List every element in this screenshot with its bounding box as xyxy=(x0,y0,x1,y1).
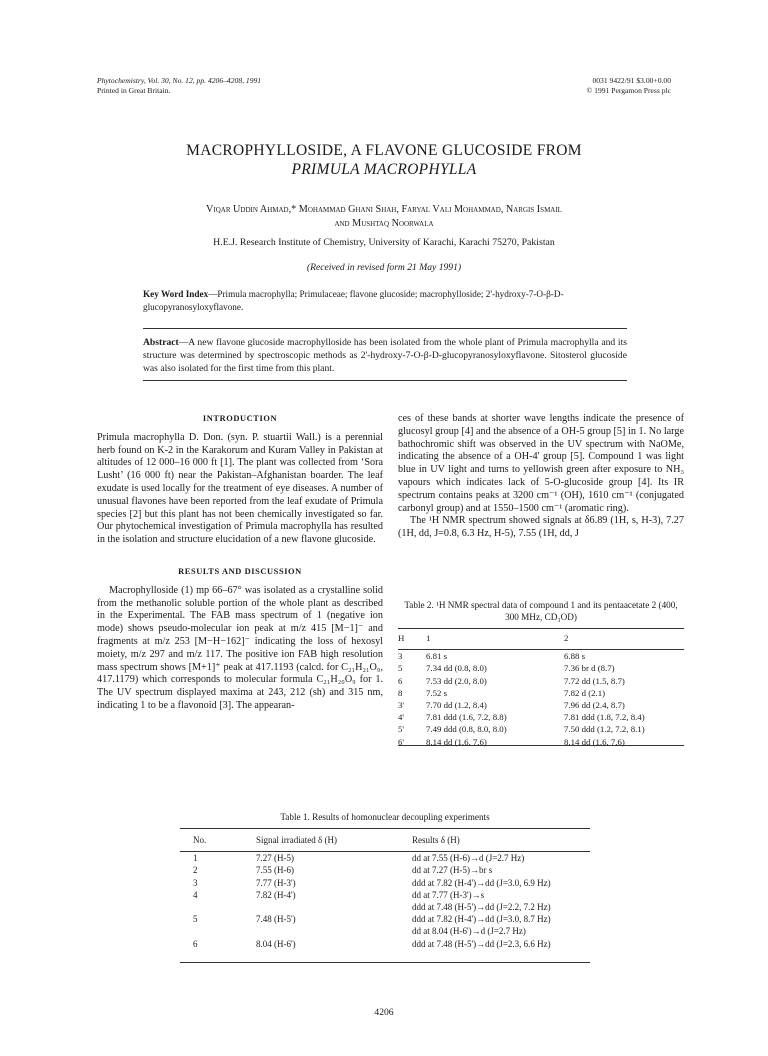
title-line-1: MACROPHYLLOSIDE, A FLAVONE GLUCOSIDE FROM xyxy=(186,142,582,159)
table-2-cell: 6.88 s xyxy=(564,651,586,662)
table-1-cell: dd at 8.04 (H-6')→d (J=2.7 Hz) xyxy=(412,926,526,937)
table-1-cell: 7.82 (H-4') xyxy=(256,889,296,900)
authors-line-2: and Mushtaq Noorwala xyxy=(334,218,434,229)
table-1-cell: 6 xyxy=(193,938,198,949)
table-1-header-rule xyxy=(180,851,590,852)
table-2-cell: 4' xyxy=(398,712,404,723)
table-2-row xyxy=(398,663,684,675)
table-2-cell: 6.81 s xyxy=(426,651,448,662)
table-1-cell: 7.27 (H-5) xyxy=(256,853,294,864)
received-date: (Received in revised form 21 May 1991) xyxy=(306,262,462,273)
table-2-header-cell: H xyxy=(398,633,405,643)
table-1-grid xyxy=(193,835,590,951)
table-2-header-cell: 2 xyxy=(564,633,569,643)
table-2-cell: 7.36 br d (8.7) xyxy=(564,663,615,674)
table-1-row xyxy=(193,865,590,877)
table-1-header-cell: No. xyxy=(193,835,207,845)
table-2-row xyxy=(398,712,684,724)
table-2-cell: 7.52 s xyxy=(426,687,448,698)
table-2-cell: 6' xyxy=(398,736,404,747)
table-2-cell: 6 xyxy=(398,675,403,686)
printed-in: Printed in Great Britain. xyxy=(97,86,171,95)
table-2-cell: 7.50 ddd (1.2, 7.2, 8.1) xyxy=(564,724,645,735)
table-2-cell: 5' xyxy=(398,724,404,735)
table-1-row xyxy=(193,847,590,865)
table-1-cell: ddd at 7.48 (H-5')→dd (J=2.2, 7.2 Hz) xyxy=(412,901,551,912)
table-2-row xyxy=(398,676,684,688)
table-1-cell: 2 xyxy=(193,865,198,876)
table-1-row xyxy=(193,926,590,938)
table-1-caption: Table 1. Results of homonuclear decoupling experiments xyxy=(280,812,490,822)
table-2-cell: 3' xyxy=(398,699,404,710)
right-column xyxy=(398,413,684,541)
table-1-cell: ddd at 7.48 (H-5')→dd (J=2.3, 6.6 Hz) xyxy=(412,938,551,949)
table-1-cell: 7.77 (H-3') xyxy=(256,877,296,888)
author-list xyxy=(0,203,768,231)
table-2-cell: 7.70 dd (1.2, 8.4) xyxy=(426,699,487,710)
table-2-grid xyxy=(398,633,684,749)
copyright-block xyxy=(586,76,671,96)
journal-citation: Phytochemistry, Vol. 30, No. 12, pp. 4206–4208, 1991 xyxy=(97,76,262,85)
table-2-row xyxy=(398,737,684,749)
table-2-cell: 7.81 ddd (1.8, 7.2, 8.4) xyxy=(564,712,645,723)
table-1-header-cell: Signal irradiated δ (H) xyxy=(256,835,337,845)
table-2-header-rule xyxy=(398,649,684,650)
table-2-cell: 7.72 dd (1.5, 8.7) xyxy=(564,675,625,686)
table-1-cell: 8.04 (H-6') xyxy=(256,938,296,949)
table-2-cell: 7.81 ddd (1.6, 7.2, 8.8) xyxy=(426,712,507,723)
table-1 xyxy=(180,811,590,823)
page-number: 4206 xyxy=(374,1007,394,1018)
table-2-cell: 7.53 dd (2.0, 8.0) xyxy=(426,675,487,686)
table-2-header-cell: 1 xyxy=(426,633,431,643)
table-2-cell: 7.82 d (2.1) xyxy=(564,687,606,698)
table-1-row xyxy=(193,914,590,926)
table-2-cell: 8.14 dd (1.6, 7.6) xyxy=(564,736,625,747)
abstract-label: Abstract xyxy=(143,337,179,348)
table-1-cell xyxy=(193,902,256,914)
table-2-header-row xyxy=(398,633,684,645)
table-2-cell: 8.14 dd (1.6, 7.6) xyxy=(426,736,487,747)
introduction-heading: INTRODUCTION xyxy=(202,414,278,423)
table-1-cell: dd at 7.27 (H-5)→br s xyxy=(412,865,493,876)
table-2-cell: 7.96 dd (2.4, 8.7) xyxy=(564,699,625,710)
introduction-text: Primula macrophylla D. Don. (syn. P. stuartii Wall.) is a perennial herb found on K-2 in the Karakorum and Kuram Valley in Pakistan at altitudes of 12 000–16 000 ft [1]. The plant was collected from ‘Sora Lusht’ (16 000 ft) near the Pakistan–Afghanistan boarder. The leaf exudate is used locally for the treatment of eye diseases. A number of unusual flavones have been reported from the leaf exudate of Primula species [2] but this plant has not been chemically investigated so far. Our phytochemical investigation of Primula macrophylla has resulted in the isolation and structure elucidation of a new flavone glucoside. xyxy=(97,431,383,546)
table-2-cell: 5 xyxy=(398,663,403,674)
abstract-text: —A new flavone glucoside macrophylloside has been isolated from the whole plant of Primula macrophylla and its structure was determined by spectroscopic methods as 2'-hydroxy-7-O-β-D-glucopyranosyloxyflavone. Sitosterol glucoside was also isolated for the first time from this plant. xyxy=(143,337,627,374)
table-2-bottom-rule xyxy=(398,745,684,746)
title-line-2: PRIMULA MACROPHYLLA xyxy=(291,161,477,178)
table-1-cell: 1 xyxy=(193,853,198,864)
keyword-label: Key Word Index xyxy=(143,289,209,299)
table-2-cell: 7.34 dd (0.8, 8.0) xyxy=(426,663,487,674)
results-heading: RESULTS AND DISCUSSION xyxy=(178,566,302,576)
table-1-row xyxy=(193,890,590,902)
table-1-cell xyxy=(256,902,412,914)
left-column xyxy=(97,413,383,713)
abstract-bottom-rule xyxy=(143,380,627,381)
table-1-row xyxy=(193,902,590,914)
table-1-cell: 3 xyxy=(193,877,198,888)
table-1-row xyxy=(193,878,590,890)
table-1-cell xyxy=(256,926,412,938)
table-2-cell: 7.49 ddd (0.8, 8.0, 8.0) xyxy=(426,724,507,735)
keyword-index xyxy=(143,288,627,313)
table-1-cell: dd at 7.55 (H-6)→d (J=2.7 Hz) xyxy=(412,853,525,864)
table-1-cell: dd at 7.77 (H-3')→s xyxy=(412,889,485,900)
table-1-cell: ddd at 7.82 (H-4')→dd (J=3.0, 8.7 Hz) xyxy=(412,914,551,925)
table-2-row xyxy=(398,700,684,712)
nmr-text: The ¹H NMR spectrum showed signals at δ6.89 (1H, s, H-3), 7.27 (1H, dd, J=0.8, 6.3 Hz, H-5), 7.55 (1H, dd, J xyxy=(398,515,684,540)
table-2-row xyxy=(398,724,684,736)
table-2-top-rule xyxy=(398,628,684,629)
table-1-header-row xyxy=(193,835,590,847)
paper-title xyxy=(0,141,768,179)
table-2-cell: 3 xyxy=(398,651,403,662)
issn-code: 0031 9422/91 $3.00+0.00 xyxy=(592,76,671,85)
table-1-bottom-rule xyxy=(180,962,590,963)
table-2-caption: Table 2. ¹H NMR spectral data of compound 1 and its pentaacetate 2 (400, 300 MHz, CD₃OD) xyxy=(404,600,678,622)
table-2-row xyxy=(398,645,684,663)
table-1-row xyxy=(193,939,590,951)
table-1-top-rule xyxy=(180,828,590,829)
table-2-cell: 8 xyxy=(398,687,403,698)
table-1-header-cell: Results δ (H) xyxy=(412,835,460,845)
table-1-cell: 7.48 (H-5') xyxy=(256,914,296,925)
results-text: Macrophylloside (1) mp 66–67° was isolated as a crystalline solid from the methanolic soluble portion of the whole plant as described in the Experimental. The FAB mass spectrum of 1 (negative ion mode) shows pseudo-molecular ion peak at m/z 415 [M−1]⁻ and fragments at m/z 253 [M−H−162]⁻ indicating the loss of hexosyl moiety, m/z 297 and m/z 117. The positive ion FAB high resolution mass spectrum shows [M+1]⁺ peak at 417.1193 (calcd. for C₂₁H₂₁O₉, 417.1179) which corresponds to molecular formula C₂₁H₂₀O₉ for 1. The UV spectrum displayed maxima at 243, 212 (sh) and 315 nm, indicating 1 to be a flavonoid [3]. The appearan- xyxy=(97,584,383,711)
table-1-cell: 5 xyxy=(193,914,198,925)
abstract xyxy=(143,336,627,375)
table-1-cell: ddd at 7.82 (H-4')→dd (J=3.0, 6.9 Hz) xyxy=(412,877,551,888)
uv-ir-text: ces of these bands at shorter wave lengths indicate the presence of glucosyl group [4] and the absence of a OH-5 group [5] in 1. No large bathochromic shift was observed in the UV spectrum with NaOMe, indicating the absence of a OH-4' group [5]. Compound 1 was light blue in UV light and turns to yellowish green after exposure to NH₃ vapours which indicates lack of 5-O-glucoside group [4]. Its IR spectrum contains peaks at 3200 cm⁻¹ (OH), 1610 cm⁻¹ (conjugated carbonyl group) and at 1550–1500 cm⁻¹ (aromatic ring). xyxy=(398,413,684,514)
affiliation: H.E.J. Research Institute of Chemistry, University of Karachi, Karachi 75270, Pakistan xyxy=(213,237,555,248)
keyword-text: —Primula macrophylla; Primulaceae; flavone glucoside; macrophylloside; 2'-hydroxy-7-O-β-D-glucopyranosyloxyflavone. xyxy=(143,289,564,312)
abstract-top-rule xyxy=(143,328,627,329)
authors-line-1: Viqar Uddin Ahmad,* Mohammad Ghani Shah, Faryal Vali Mohammad, Nargis Ismail xyxy=(206,204,562,215)
table-2 xyxy=(398,599,684,623)
table-1-cell: 7.55 (H-6) xyxy=(256,865,294,876)
table-1-cell: 4 xyxy=(193,889,198,900)
table-2-row xyxy=(398,688,684,700)
copyright-line: © 1991 Pergamon Press plc xyxy=(586,86,671,95)
table-1-cell xyxy=(193,926,256,938)
journal-header xyxy=(97,76,261,96)
